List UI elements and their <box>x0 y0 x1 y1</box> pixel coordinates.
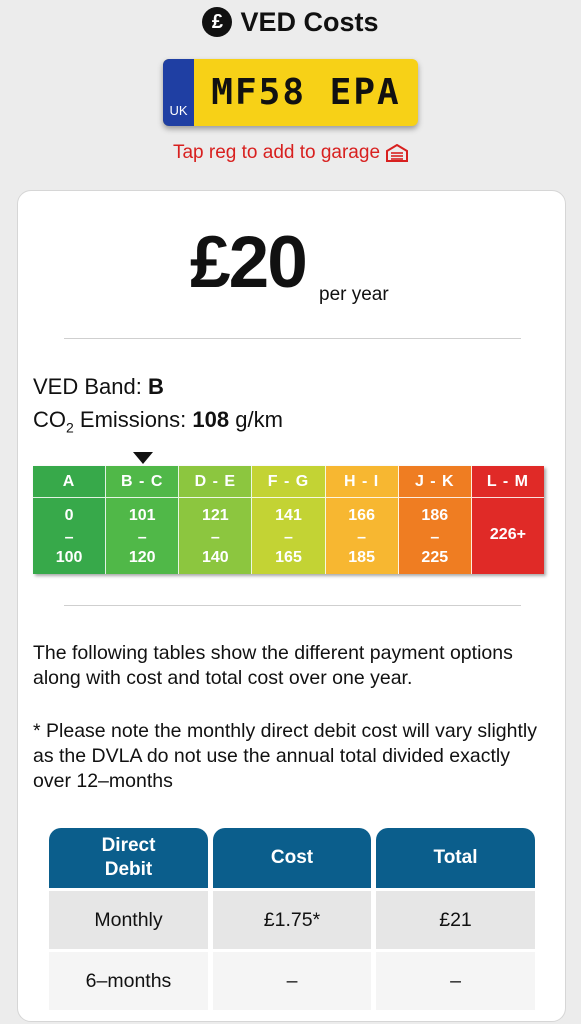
band-range-dash: – <box>64 529 74 546</box>
band-cell <box>252 466 325 574</box>
band-range-dash: – <box>284 529 293 546</box>
header-cost: Cost <box>213 828 371 888</box>
divider <box>64 605 521 606</box>
current-band-marker-icon <box>133 452 153 464</box>
co2-label-prefix: CO <box>33 407 66 432</box>
band-cell <box>399 466 472 574</box>
ved-card <box>17 190 566 1022</box>
band-cell <box>106 466 179 574</box>
band-range <box>179 498 251 574</box>
band-cell <box>326 466 399 574</box>
garage-icon <box>386 144 408 162</box>
band-range <box>326 498 398 574</box>
band-label: J - K <box>399 466 471 498</box>
row-total: £21 <box>376 891 535 949</box>
ved-band-label: VED Band: <box>33 374 142 399</box>
page-header <box>0 0 581 44</box>
plate-country-badge: UK <box>163 59 194 126</box>
band-label: B - C <box>106 466 178 498</box>
ved-band-chart <box>33 466 544 574</box>
band-range-dash: – <box>210 529 220 546</box>
co2-label-suffix: Emissions: <box>79 407 187 432</box>
add-to-garage-link[interactable] <box>0 142 581 164</box>
band-scale <box>33 466 544 574</box>
row-cost: £1.75* <box>213 891 371 949</box>
ved-band-value: B <box>147 374 164 399</box>
band-range-low: 141 <box>275 507 302 524</box>
band-cell <box>472 466 544 574</box>
band-label: H - I <box>326 466 398 498</box>
co2-line <box>33 407 283 435</box>
add-to-garage-text[interactable]: Tap reg to add to garage <box>172 142 381 163</box>
band-range-dash: – <box>137 529 147 546</box>
row-payment-type: 6–months <box>49 952 208 1010</box>
band-range-low: 0 <box>64 507 74 524</box>
co2-value: 108 <box>192 407 230 432</box>
row-payment-type: Monthly <box>49 891 208 949</box>
info-paragraph: The following tables show the different payment options along with cost and total cost over one year. <box>33 642 513 689</box>
band-range-high: 185 <box>348 549 375 566</box>
band-range <box>252 498 324 574</box>
band-range-dash: – <box>357 529 367 546</box>
band-range-high: 225 <box>421 549 449 566</box>
band-range-high: 140 <box>202 549 229 566</box>
co2-label-sub: 2 <box>66 419 74 436</box>
header-direct-debit: Direct Debit <box>49 828 208 888</box>
band-label: L - M <box>472 466 544 498</box>
band-range-low: 186 <box>421 507 449 524</box>
band-range-low: 121 <box>202 507 229 524</box>
band-range-value: 226+ <box>489 526 526 543</box>
annual-price: £20 <box>190 222 306 303</box>
page-title: VED Costs <box>240 6 379 37</box>
band-label: F - G <box>252 466 324 498</box>
band-range-high: 120 <box>128 549 156 566</box>
price-period: per year <box>319 284 389 305</box>
table-header <box>49 828 535 888</box>
band-range-high: 100 <box>55 549 83 566</box>
band-range-dash: – <box>430 529 440 546</box>
registration-plate[interactable] <box>163 59 418 126</box>
pound-circle-icon: £ <box>202 7 232 37</box>
divider <box>64 338 521 339</box>
table-row <box>49 891 535 949</box>
band-range <box>33 498 105 574</box>
band-cell <box>33 466 106 574</box>
row-total: – <box>376 952 535 1010</box>
table-row <box>49 952 535 1010</box>
ved-band-line <box>33 374 164 400</box>
band-cell <box>179 466 252 574</box>
price-block <box>18 221 565 311</box>
row-cost: – <box>213 952 371 1010</box>
band-range <box>472 498 544 574</box>
band-range <box>106 498 178 574</box>
band-range-low: 166 <box>348 507 375 524</box>
co2-unit: g/km <box>235 407 283 432</box>
band-label: A <box>33 466 105 498</box>
note-paragraph: * Please note the monthly direct debit cost will vary slightly as the DVLA do not use the annual total divided exactly over 12–months <box>33 720 537 792</box>
header-total: Total <box>376 828 535 888</box>
band-range-low: 101 <box>128 507 156 524</box>
band-range <box>399 498 471 574</box>
band-label: D - E <box>179 466 251 498</box>
band-range-high: 165 <box>275 549 302 566</box>
plate-registration[interactable]: MF58 EPA <box>211 72 401 113</box>
payment-table <box>49 828 535 1010</box>
